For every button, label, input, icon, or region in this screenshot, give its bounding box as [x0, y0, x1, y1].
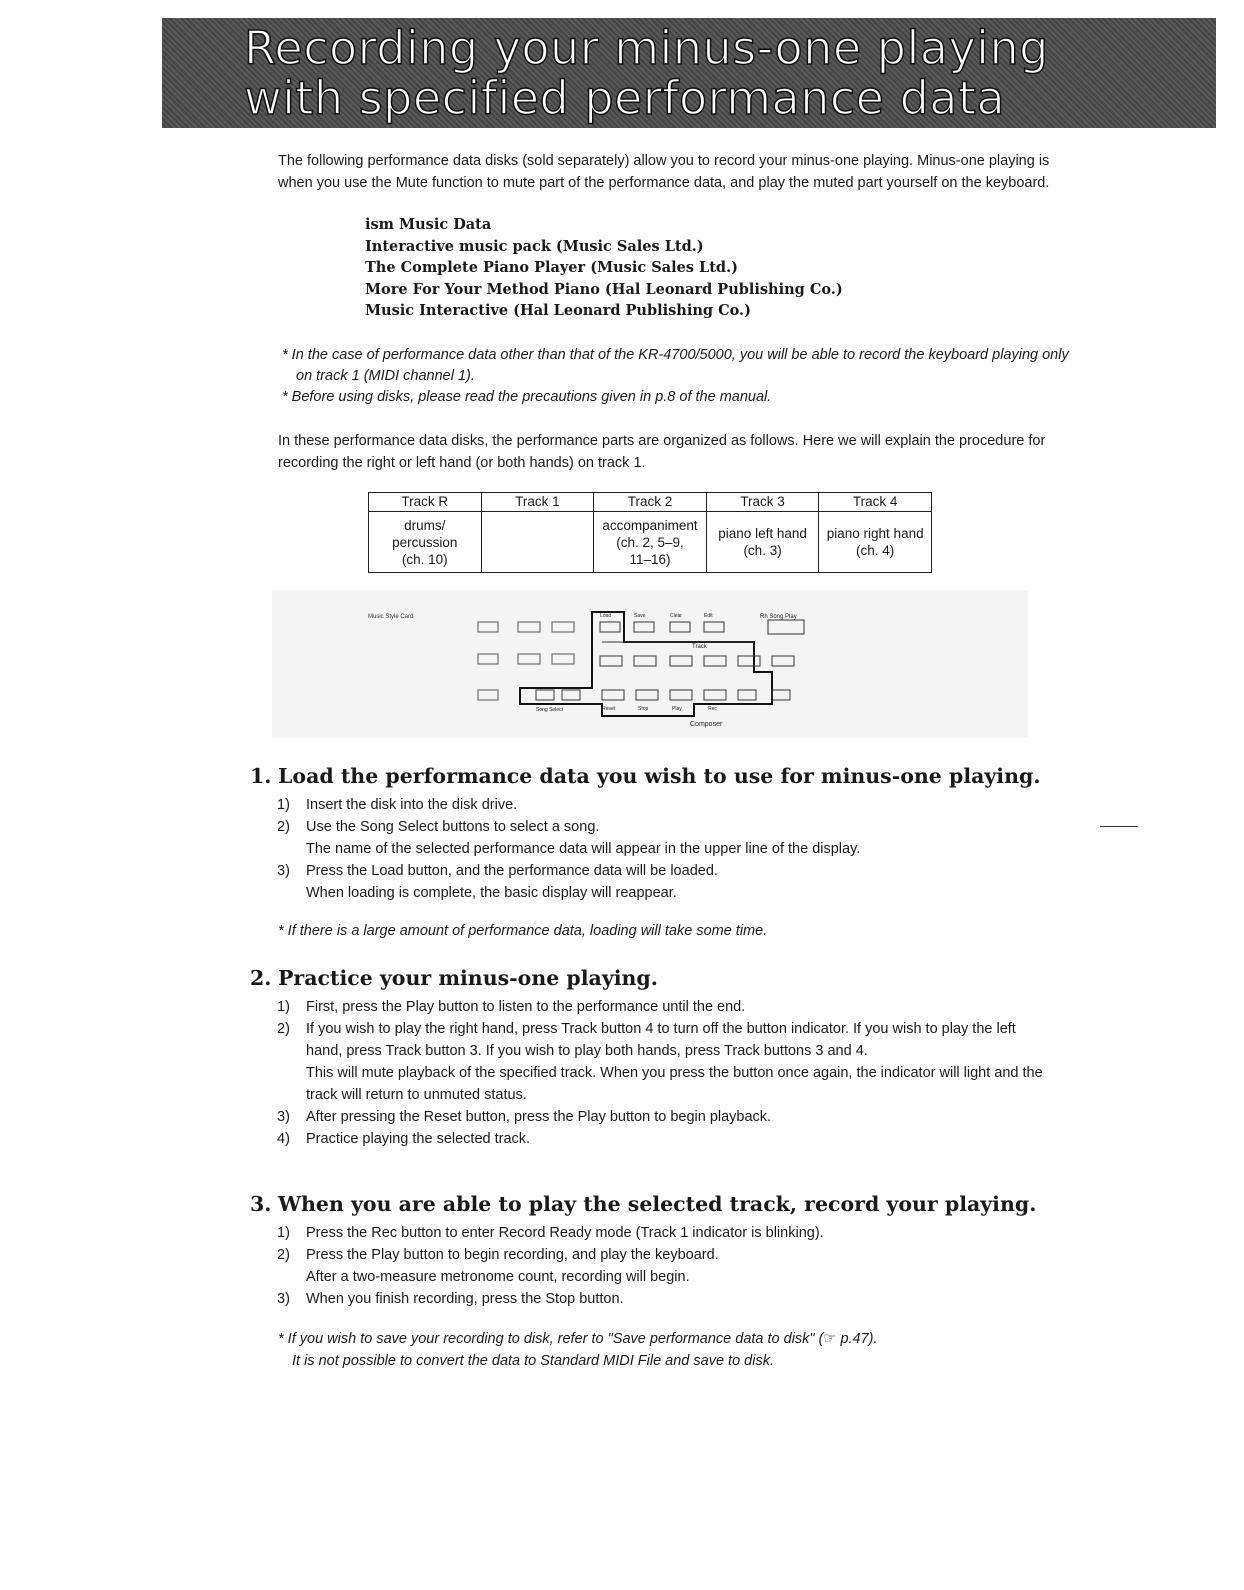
track-table: [368, 492, 932, 573]
step-item: 3) After pressing the Reset button, press the Play button to begin playback.: [277, 1109, 772, 1125]
table-cell: [481, 512, 594, 573]
table-header: Track R: [369, 493, 482, 512]
table-cell: piano left hand (ch. 3): [706, 512, 819, 573]
step-item: 1) Press the Rec button to enter Record Ready mode (Track 1 indicator is blinking).: [277, 1225, 824, 1241]
diagram-label-left: Music Style Card: [368, 614, 414, 620]
step-item: 2) Press the Play button to begin recording, and play the keyboard. After a two-measure metronome count, recording will begin.: [277, 1247, 719, 1285]
table-header: Track 1: [481, 493, 594, 512]
diagram-label-song-select: Song Select: [536, 707, 563, 713]
table-cell: accompaniment (ch. 2, 5–9, 11–16): [594, 512, 707, 573]
svg-text:Save: Save: [634, 613, 646, 619]
product-item: The Complete Piano Player (Music Sales Ltd.): [365, 259, 738, 277]
section-3: [250, 1190, 1150, 1310]
step-item: 1) First, press the Play button to listen to the performance until the end.: [277, 999, 746, 1015]
section-3-note: * If you wish to save your recording to disk, refer to "Save performance data to disk" (☞ p.47). It is not possible to convert the data to Standard MIDI File and save to disk.: [278, 1331, 878, 1369]
page-title-line-1: Recording your minus-one playing: [244, 21, 1049, 75]
intro-notes: [278, 345, 1078, 408]
step-item: 3) Press the Load button, and the performance data will be loaded. When loading is complete, the basic display will reappear.: [277, 863, 718, 901]
svg-text:Clear: Clear: [670, 613, 682, 619]
step-item: 2) If you wish to play the right hand, press Track button 4 to turn off the button indicator. If you wish to play the left hand, press Track button 3. If you wish to play both hands, press Track buttons 3 and 4. This will mute playback of the specified track. When you press the button once again, the indicator will light and the track will return to unmuted status.: [277, 1021, 1043, 1103]
product-item: Interactive music pack (Music Sales Ltd.): [365, 237, 704, 255]
section-3-heading: 3. When you are able to play the selected track, record your playing.: [250, 1192, 1037, 1216]
step-item: 4) Practice playing the selected track.: [277, 1131, 531, 1147]
diagram-label-track: Track: [692, 644, 707, 650]
note-item: * In the case of performance data other than that of the KR-4700/5000, you will be able to record the keyboard playing only on track 1 (MIDI channel 1).: [282, 347, 1069, 384]
table-cell: drums/ percussion (ch. 10): [369, 512, 482, 573]
note-item: * Before using disks, please read the precautions given in p.8 of the manual.: [282, 389, 772, 405]
organization-paragraph: In these performance data disks, the performance parts are organized as follows. Here we will explain the procedure for recording the right or left hand (or both hands) on track 1.: [278, 433, 1046, 471]
step-item: 3) When you finish recording, press the Stop button.: [277, 1291, 624, 1307]
table-header: Track 2: [594, 493, 707, 512]
product-item: ism Music Data: [365, 216, 492, 233]
svg-text:Stop: Stop: [638, 706, 649, 712]
step-item: 2) Use the Song Select buttons to select a song. The name of the selected performance data will appear in the upper line of the display.: [277, 819, 861, 857]
svg-text:Play: Play: [672, 706, 682, 712]
section-1: [250, 762, 1150, 904]
product-item: Music Interactive (Hal Leonard Publishing Co.): [365, 302, 751, 320]
product-list: [365, 214, 843, 322]
section-3-steps: [250, 1222, 1150, 1310]
svg-text:Reset: Reset: [602, 706, 616, 712]
section-1-heading: 1. Load the performance data you wish to use for minus-one playing.: [250, 764, 1041, 788]
step-item: 1) Insert the disk into the disk drive.: [277, 797, 518, 813]
svg-text:Rec: Rec: [708, 706, 717, 712]
table-header: Track 3: [706, 493, 819, 512]
svg-text:Load: Load: [600, 613, 612, 619]
intro-paragraph: [278, 150, 1078, 194]
section-2-steps: [250, 996, 1050, 1150]
intro-text: The following performance data disks (sold separately) allow you to record your minus-one playing. Minus-one playing is when you use the Mute function to mute part of the performance data, and play the muted part yourself on the keyboard.: [278, 153, 1050, 191]
section-1-steps: [250, 794, 1150, 904]
product-item: More For Your Method Piano (Hal Leonard Publishing Co.): [365, 280, 843, 298]
section-1-note: * If there is a large amount of performance data, loading will take some time.: [278, 923, 768, 939]
control-panel-diagram: [272, 590, 1028, 738]
diagram-label-composer: Composer: [690, 721, 723, 728]
table-header: Track 4: [819, 493, 932, 512]
section-2-heading: 2. Practice your minus-one playing.: [250, 966, 658, 990]
title-banner: [162, 18, 1216, 128]
section-2: [250, 964, 1150, 1150]
diagram-label-song-play: Rh Song Play: [760, 614, 797, 620]
page-title-line-2: with specified performance data: [244, 71, 1006, 125]
margin-dash: [1100, 826, 1138, 827]
table-cell: piano right hand (ch. 4): [819, 512, 932, 573]
svg-text:Edit: Edit: [704, 613, 713, 619]
